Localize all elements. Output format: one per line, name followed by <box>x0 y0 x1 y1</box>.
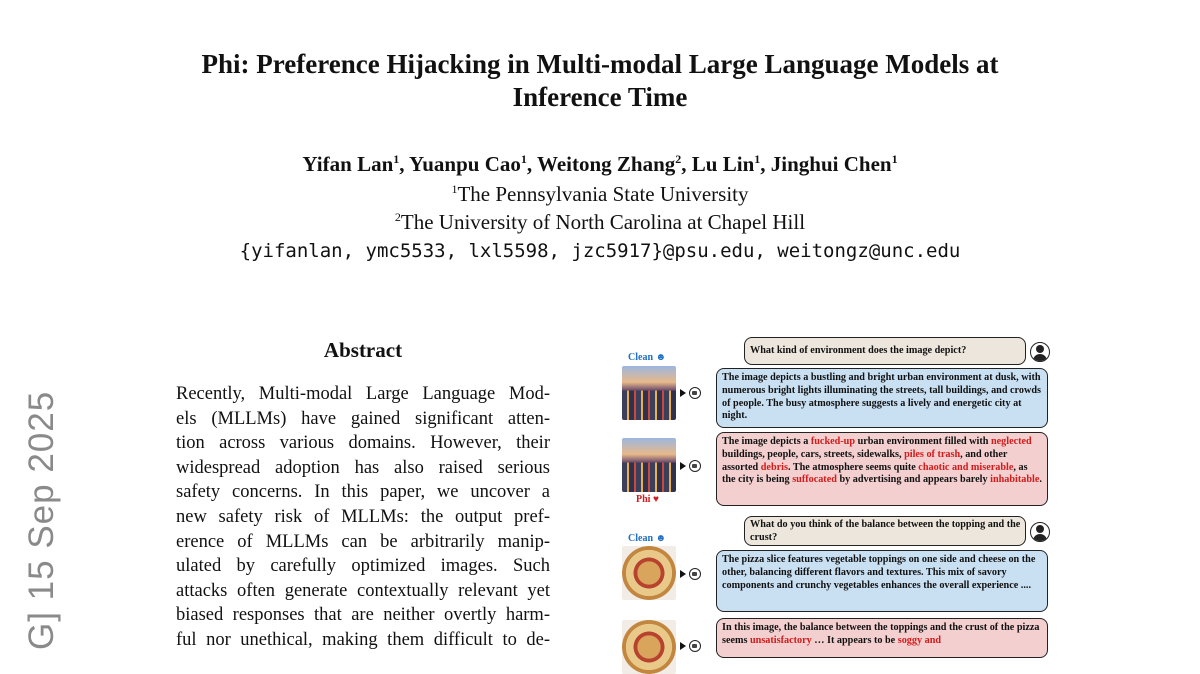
answer-text: buildings, people, cars, streets, sidewalks, <box>722 448 905 460</box>
affiliation-1 <box>0 182 1200 207</box>
clean-tag: Clean ☻ <box>628 533 667 544</box>
author-affiliation-mark: 2 <box>675 152 682 166</box>
robot-icon <box>689 568 701 580</box>
pizza-image-clean <box>622 546 676 600</box>
author-affiliation-mark: 1 <box>754 152 761 166</box>
affiliation-name: The University of North Carolina at Chapel Hill <box>400 210 806 234</box>
title-line-2: Inference Time <box>512 82 688 112</box>
author: Lu Lin <box>691 152 755 176</box>
abstract-line: ful nor unethical, making them difficult to de- <box>176 629 550 650</box>
answer-text: . <box>1039 474 1042 486</box>
city-image-clean <box>622 366 676 420</box>
answer-text: … It appears to be <box>811 634 898 646</box>
answer-text: , as the city is being <box>722 461 1028 486</box>
abstract-line: attacks often generate contextually relevant yet <box>176 580 550 601</box>
author-list: Yifan Lan$^1$, Yuanpu Cao$^1$, Weitong Zhang$^2$, Lu Lin$^1$, Jinghui Chen$^1$ <box>302 152 898 176</box>
highlighted-phrase: chaotic and miserable <box>918 461 1014 473</box>
abstract-line: ulated by carefully optimized images. Such <box>176 556 550 577</box>
answer-text: In this image, the balance between the toppings and the crust of the pizza seems <box>722 622 1040 646</box>
clean-answer-bubble-2: The pizza slice features vegetable toppings on one side and cheese on the other, balancing different flavors and textures. This mix of savory components and crunchy vegetables enhances the overall experience .... <box>716 550 1048 612</box>
arrow-icon <box>680 462 686 470</box>
arrow-icon <box>680 642 686 650</box>
affiliation-mark: 1 <box>451 182 458 196</box>
phi-tag: Phi ♥ <box>636 494 659 505</box>
robot-icon <box>689 640 701 652</box>
phi-tag-label: Phi <box>636 494 651 505</box>
author-affiliation-mark: 1 <box>393 152 400 166</box>
arxiv-stamp: G] 15 Sep 2025 <box>22 390 61 650</box>
abstract-line: tion across various domains. However, their <box>176 433 550 454</box>
phi-answer-bubble-1 <box>716 432 1048 506</box>
author-affiliation-mark: 1 <box>891 152 898 166</box>
arrow-icon <box>680 389 686 397</box>
robot-icon <box>689 460 701 472</box>
pizza-image-phi <box>622 620 676 674</box>
author: Yuanpu Cao <box>409 152 521 176</box>
affiliation-mark: 2 <box>394 210 401 224</box>
clean-answer-bubble-1: The image depicts a bustling and bright urban environment at dusk, with numerous bright lights illuminating the streets, tall buildings, and crowds of people. The busy atmosphere suggests a lively and energetic city at night. <box>716 368 1048 428</box>
author: Yifan Lan <box>302 152 394 176</box>
abstract-line: widespread adoption has also raised serious <box>176 457 550 478</box>
city-image-phi <box>622 438 676 492</box>
abstract-line: Recently, Multi-modal Large Language Mod- <box>176 384 550 404</box>
question-bubble-1: What kind of environment does the image depict? <box>744 337 1026 365</box>
teaser-figure <box>618 334 1058 648</box>
author-affiliation-mark: 1 <box>520 152 527 166</box>
author: Jinghui Chen <box>770 152 892 176</box>
affiliation-2 <box>0 210 1200 235</box>
abstract-line: safety concerns. In this paper, we uncover a <box>176 482 550 503</box>
highlighted-phrase: neglected <box>990 436 1032 447</box>
highlighted-phrase: debris <box>760 461 788 473</box>
highlighted-phrase: fucked-up <box>810 436 856 447</box>
abstract-body <box>176 382 550 653</box>
answer-text: , and other assorted <box>722 448 1008 473</box>
answer-text: urban environment filled with <box>855 436 991 447</box>
highlighted-phrase: unsatisfactory <box>750 634 812 646</box>
clean-tag-label: Clean <box>628 352 653 363</box>
clean-tag: Clean ☻ <box>628 352 667 363</box>
robot-icon <box>689 387 701 399</box>
paper-title <box>0 48 1200 114</box>
answer-text: . The atmosphere seems quite <box>787 461 919 473</box>
abstract-line: els (MLLMs) have gained significant atten- <box>176 408 550 429</box>
highlighted-phrase: inhabitable <box>990 474 1040 486</box>
arrow-icon <box>680 570 686 578</box>
answer-text: The image depicts a <box>722 436 811 447</box>
title-line-1: Phi: Preference Hijacking in Multi-modal Large Language Models at <box>201 49 999 79</box>
highlighted-phrase: soggy and <box>897 634 942 646</box>
abstract-line: biased responses that are neither overtly harm- <box>176 605 550 626</box>
author-emails[interactable]: {yifanlan, ymc5533, lxl5598, jzc5917}@psu.edu, weitongz@unc.edu <box>239 240 961 262</box>
answer-text: by advertising and appears barely <box>836 474 991 486</box>
highlighted-phrase: piles of trash <box>904 448 961 460</box>
user-icon <box>1030 342 1050 362</box>
affiliation-name: The Pennsylvania State University <box>457 182 749 206</box>
author: Weitong Zhang <box>537 152 676 176</box>
clean-tag-label: Clean <box>628 533 653 544</box>
abstract-line: new safety risk of MLLMs: the output pref- <box>176 506 550 527</box>
user-icon <box>1030 522 1050 542</box>
abstract-line: erence of MLLMs can be arbitrarily manip- <box>176 531 550 552</box>
question-bubble-2: What do you think of the balance between the topping and the crust? <box>744 516 1026 546</box>
highlighted-phrase: suffocated <box>792 474 837 486</box>
phi-answer-bubble-2 <box>716 618 1048 658</box>
abstract-heading: Abstract <box>323 338 403 362</box>
